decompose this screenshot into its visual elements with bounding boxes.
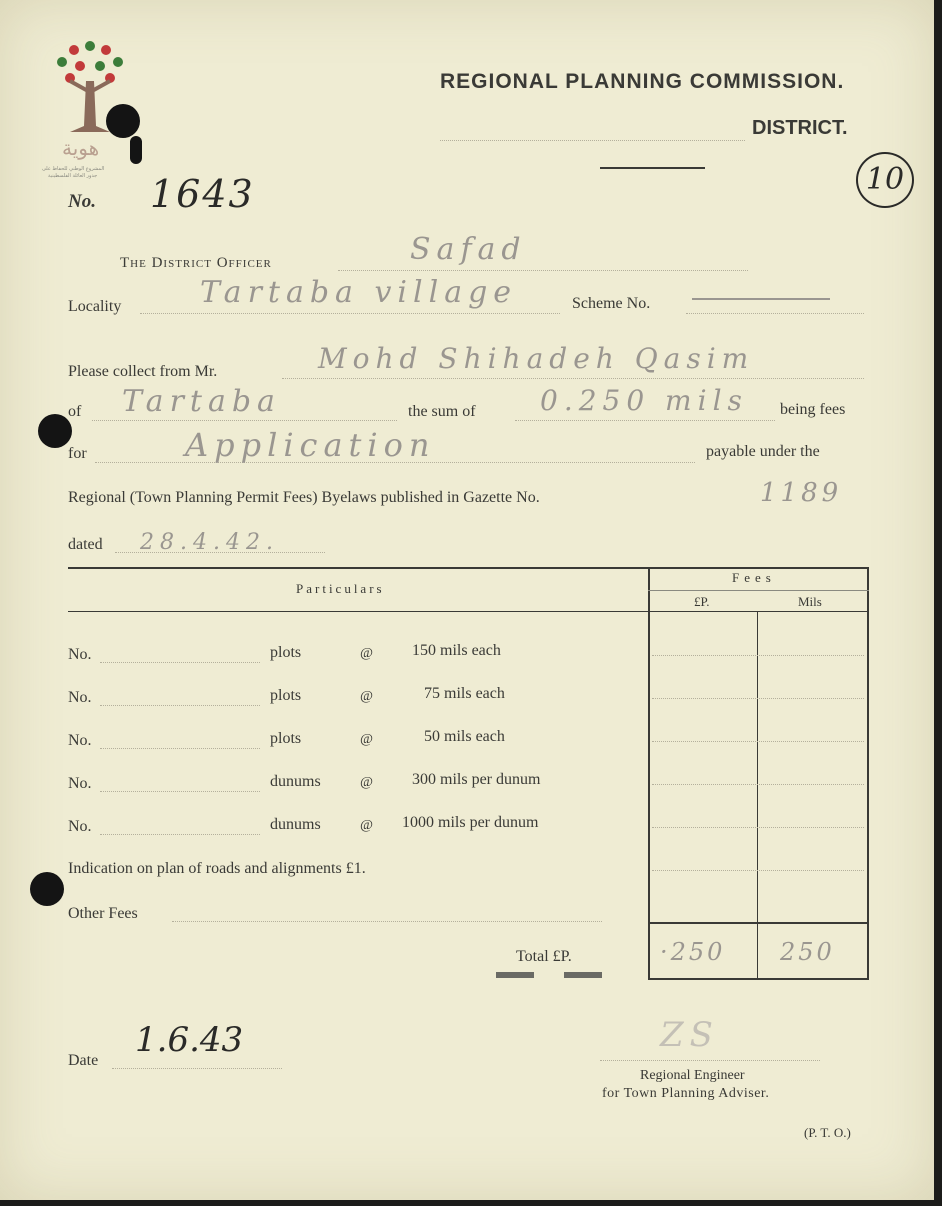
sum-label: the sum of bbox=[408, 403, 476, 420]
table-divider-v bbox=[648, 567, 650, 980]
fee-row-line-2 bbox=[652, 698, 864, 699]
ink-drip bbox=[130, 136, 142, 164]
locality-label: Locality bbox=[68, 298, 122, 315]
number-label: No. bbox=[68, 191, 96, 212]
table-right-border bbox=[867, 567, 869, 980]
row-at: @ bbox=[360, 732, 373, 747]
circled-number-value: 10 bbox=[865, 162, 905, 197]
fees-header-split bbox=[648, 590, 869, 591]
byelaws-text: Regional (Town Planning Permit Fees) Byelaws published in Gazette No. bbox=[68, 489, 540, 506]
officer-dotted-line bbox=[338, 270, 748, 271]
of-place: Tartaba bbox=[122, 384, 281, 419]
row-rate: 1000 mils per dunum bbox=[402, 814, 539, 831]
fee-row-line-3 bbox=[652, 741, 864, 742]
total-underline-mark bbox=[496, 972, 534, 978]
of-label: of bbox=[68, 403, 82, 420]
fee-row-line-6 bbox=[652, 870, 864, 871]
row-dots bbox=[100, 705, 260, 706]
row-at: @ bbox=[360, 689, 373, 704]
scheme-line bbox=[692, 298, 830, 300]
row-dots bbox=[100, 748, 260, 749]
signature-initials: ZS bbox=[660, 1015, 719, 1055]
row-dots bbox=[100, 662, 260, 663]
row-no: No. bbox=[68, 689, 92, 706]
dated-value: 28.4.42. bbox=[140, 530, 279, 555]
payable-label: payable under the bbox=[706, 443, 820, 460]
pto-label: (P. T. O.) bbox=[804, 1125, 851, 1140]
date-dotted-line bbox=[112, 1068, 282, 1069]
commission-title: REGIONAL PLANNING COMMISSION. bbox=[440, 70, 845, 93]
row-no: No. bbox=[68, 775, 92, 792]
collect-name: Mohd Shihadeh Qasim bbox=[318, 342, 755, 375]
fees-col-divider bbox=[757, 611, 758, 980]
mils-col-header: Mils bbox=[798, 594, 822, 609]
fees-label: being fees bbox=[780, 401, 846, 418]
row-no: No. bbox=[68, 818, 92, 835]
row-unit: dunums bbox=[270, 773, 321, 790]
logo-arabic-text: هوية bbox=[62, 136, 100, 160]
engineer-line-2: for Town Planning Adviser. bbox=[602, 1086, 770, 1101]
locality-value: Tartaba village bbox=[200, 275, 518, 310]
date-value: 1.6.43 bbox=[135, 1020, 244, 1060]
row-no: No. bbox=[68, 646, 92, 663]
total-top-rule bbox=[648, 922, 869, 924]
row-at: @ bbox=[360, 818, 373, 833]
table-top-rule bbox=[68, 567, 869, 569]
row-unit: plots bbox=[270, 687, 302, 704]
row-unit: plots bbox=[270, 730, 302, 747]
district-officer-value: Safad bbox=[410, 232, 527, 267]
row-at: @ bbox=[360, 646, 373, 661]
fee-row-line-5 bbox=[652, 827, 864, 828]
header-underline bbox=[600, 167, 705, 169]
for-label: for bbox=[68, 445, 87, 462]
other-fees-label: Other Fees bbox=[68, 905, 138, 922]
signature-dotted-line bbox=[600, 1060, 820, 1061]
punch-hole-middle-lower bbox=[30, 872, 64, 906]
other-fees-dotted-line bbox=[172, 921, 602, 922]
gazette-number: 1189 bbox=[760, 478, 843, 508]
scheme-label: Scheme No. bbox=[572, 295, 651, 312]
fees-header: Fees bbox=[732, 570, 776, 585]
engineer-line-1: Regional Engineer bbox=[640, 1068, 745, 1083]
total-label: Total £P. bbox=[516, 948, 572, 965]
total-underline-mark-2 bbox=[564, 972, 602, 978]
logo-caption-1: المشروع الوطني للحفاظ على bbox=[42, 166, 105, 172]
sum-dotted-line bbox=[515, 420, 775, 421]
row-rate: 75 mils each bbox=[424, 685, 505, 702]
total-pounds: ·250 bbox=[660, 938, 726, 966]
row-dots bbox=[100, 791, 260, 792]
row-unit: dunums bbox=[270, 816, 321, 833]
pounds-col-header: £P. bbox=[694, 594, 710, 609]
circled-number bbox=[856, 152, 914, 208]
row-rate: 150 mils each bbox=[412, 642, 501, 659]
dated-label: dated bbox=[68, 536, 103, 553]
collect-label: Please collect from Mr. bbox=[68, 363, 218, 380]
indication-text: Indication on plan of roads and alignments £1. bbox=[68, 860, 366, 877]
row-no: No. bbox=[68, 732, 92, 749]
scheme-dotted-line bbox=[686, 313, 864, 314]
fee-row-line-4 bbox=[652, 784, 864, 785]
row-unit: plots bbox=[270, 644, 302, 661]
table-bottom-rule bbox=[648, 978, 869, 980]
date-label: Date bbox=[68, 1052, 99, 1069]
number-value: 1643 bbox=[150, 172, 255, 216]
punch-hole-middle-upper bbox=[38, 414, 72, 448]
district-dotted-line bbox=[440, 140, 745, 141]
row-rate: 50 mils each bbox=[424, 728, 505, 745]
table-header-rule bbox=[68, 611, 869, 612]
for-value: Application bbox=[185, 426, 436, 464]
total-mils: 250 bbox=[780, 938, 835, 966]
district-label: DISTRICT. bbox=[752, 117, 848, 139]
of-dotted-line bbox=[92, 420, 397, 421]
fee-row-line-1 bbox=[652, 655, 864, 656]
punch-hole-top bbox=[106, 104, 140, 138]
district-officer-label: The District Officer bbox=[120, 255, 272, 271]
row-rate: 300 mils per dunum bbox=[412, 771, 541, 788]
row-dots bbox=[100, 834, 260, 835]
particulars-header: Particulars bbox=[296, 581, 385, 596]
collect-dotted-line bbox=[282, 378, 864, 379]
locality-dotted-line bbox=[140, 313, 560, 314]
logo-caption-2: جذور العائلة الفلسطينية bbox=[48, 173, 98, 179]
sum-amount: 0.250 mils bbox=[540, 384, 748, 417]
row-at: @ bbox=[360, 775, 373, 790]
